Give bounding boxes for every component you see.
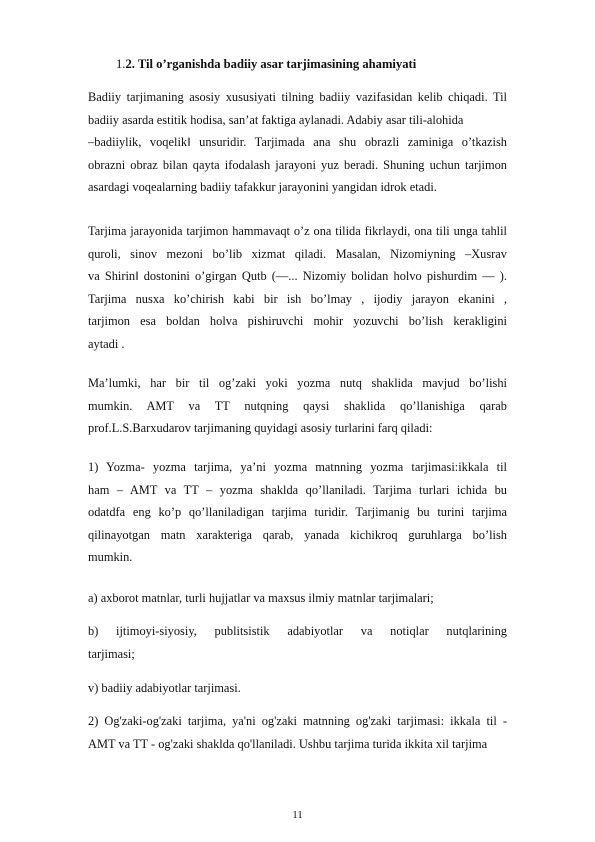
paragraph-line: qilinayotgan matn xarakteriga qarab, yanada kichikroq guruhlarga bo’lish [88, 527, 507, 542]
paragraph-2 [88, 220, 507, 355]
paragraph-line: Tarjima jarayonida tarjimon hammavaqt o’z ona tilida fikrlaydi, ona tili unga tahlil [88, 224, 507, 238]
paragraph-line: va Shirin‖ dostonini o’girgan Qutb (―... Nizomiy bolidan holvo pishurdim ― ). [88, 269, 507, 283]
paragraph-3 [88, 372, 507, 440]
paragraph-1 [88, 86, 507, 199]
paragraph-line: odatdfa eng ko’p qo’llaniladigan tarjima turidir. Tarjimanig bu turini tarjima [88, 505, 507, 519]
paragraph-line: asardagi voqealarning badiiy tafakkur jarayonini yangidan idrok etadi. [88, 180, 437, 194]
paragraph-4 [88, 456, 507, 569]
paragraph-line: v) badiiy adabiyotlar tarjimasi. [88, 681, 241, 695]
paragraph-line: mumkin. AMT va TT nutqning qaysi shaklida qo’llanishiga qarab [88, 398, 507, 413]
paragraph-line: Tarjima nusxa ko’chirish kabi bir ish bo’lmay , ijodiy jarayon ekanini , [88, 291, 507, 306]
heading-number-part1: 1. [116, 57, 126, 71]
section-heading [116, 57, 416, 72]
heading-number-part2: 2. [125, 57, 135, 71]
paragraph-line: 2) Og'zaki-og'zaki tarjima, ya'ni og'zaki matnning og'zaki tarjimasi: ikkala til - [88, 714, 507, 728]
paragraph-line: 1) Yozma- yozma tarjima, ya’ni yozma matnning yozma tarjimasi:ikkala til [88, 460, 507, 474]
paragraph-line: AMT va TT - og'zaki shaklda qo'llaniladi. Ushbu tarjima turida ikkita xil tarjima [88, 736, 488, 751]
paragraph-line: badiiy asarda estitik hodisa, san’at faktiga aylanadi. Adabiy asar tili-alohida [88, 112, 464, 127]
heading-title: Til o’rganishda badiiy asar tarjimasining ahamiyati [134, 57, 417, 71]
paragraph-line: Badiiy tarjimaning asosiy xususiyati tilning badiiy vazifasidan kelib chiqadi. Til [88, 90, 507, 104]
paragraph-line: mumkin. [88, 550, 133, 564]
paragraph-line: obrazni obraz bilan qayta ifodalash jarayoni yuz beradi. Shuning uchun tarjimon [88, 157, 507, 172]
paragraph-6 [88, 620, 507, 665]
paragraph-line: quroli, sinov mezoni bo’lib xizmat qiladi. Masalan, Nizomiyning ‒Xusrav [88, 246, 507, 261]
paragraph-line: a) axborot matnlar, turli hujjatlar va maxsus ilmiy matnlar tarjimalari; [88, 591, 434, 605]
paragraph-5 [88, 587, 507, 610]
paragraph-line: tarjimon esa boldan holva pishiruvchi mohir yozuvchi bo’lish kerakligini [88, 314, 507, 328]
paragraph-line: Ma’lumki, har bir til og’zaki yoki yozma nutq shaklida mavjud bo’lishi [88, 376, 507, 390]
page-number: 11 [292, 809, 303, 821]
paragraph-8 [88, 710, 507, 755]
paragraph-line: ‒badiiylik, voqelik‖ unsuridir. Tarjimada ana shu obrazli zaminiga o’tkazish [88, 135, 507, 149]
paragraph-line: ham – AMT va TT – yozma shaklda qo’llaniladi. Tarjima turlari ichida bu [88, 482, 507, 497]
paragraph-line: prof.L.S.Barxudarov tarjimaning quyidagi asosiy turlarini farq qiladi: [88, 421, 433, 435]
paragraph-line: b) ijtimoyi-siyosiy, publitsistik adabiyotlar va notiqlar nutqlarining [88, 624, 507, 638]
paragraph-line: aytadi . [88, 336, 125, 351]
paragraph-line: tarjimasi; [88, 646, 135, 661]
paragraph-7 [88, 677, 507, 700]
